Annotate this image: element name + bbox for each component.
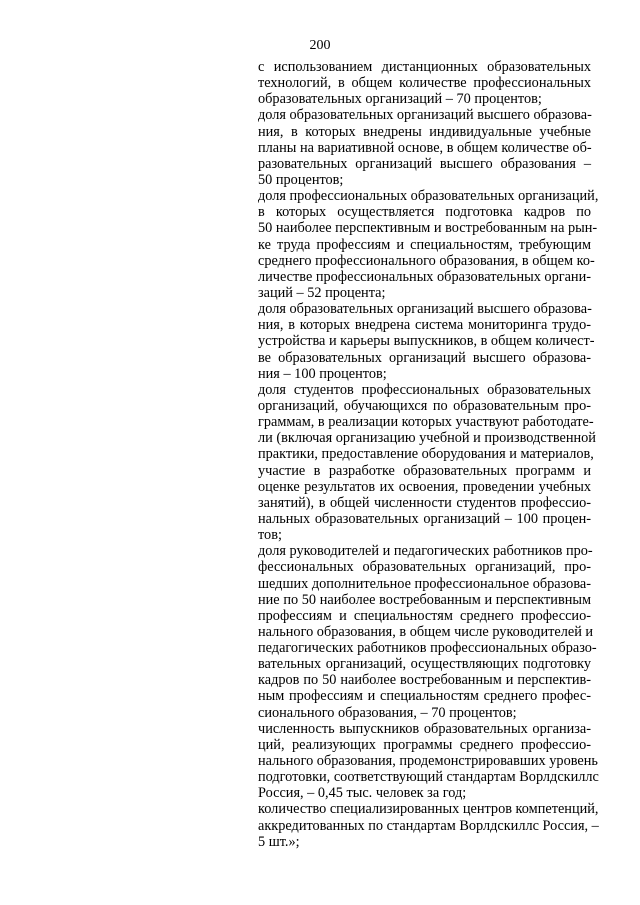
text-line: нального образования, продемонстрировавших уровень bbox=[258, 753, 598, 770]
text-line: доля профессиональных образовательных организаций, bbox=[258, 188, 599, 205]
text-line: 50 наиболее перспективным и востребованным на рын- bbox=[258, 220, 598, 237]
text-line: педагогических работников профессиональных образо- bbox=[258, 640, 597, 657]
text-line: ли (включая организацию учебной и производственной bbox=[258, 430, 596, 447]
text-line: фессиональных образовательных организаций, про- bbox=[258, 559, 591, 576]
text-line: ке труда профессиям и специальностям, требующим bbox=[258, 236, 591, 253]
text-line: 50 процентов; bbox=[258, 171, 344, 188]
text-line: численность выпускников образовательных организа- bbox=[258, 720, 591, 737]
paragraph-8 bbox=[258, 801, 599, 850]
text-line: тов; bbox=[258, 527, 282, 544]
body-text bbox=[258, 59, 599, 850]
text-line: разовательных организаций высшего образования – bbox=[258, 155, 591, 172]
text-line: ным профессиям и специальностям среднего профес- bbox=[258, 688, 591, 705]
text-line: заций – 52 процента; bbox=[258, 284, 386, 301]
text-line: технологий, в общем количестве профессиональных bbox=[258, 75, 591, 92]
text-line: среднего профессионального образования, в общем ко- bbox=[258, 252, 595, 269]
text-line: в которых осуществляется подготовка кадров по bbox=[258, 204, 591, 221]
paragraph-5 bbox=[258, 381, 596, 544]
text-line: профессиям и специальностям среднего профессио- bbox=[258, 607, 591, 624]
paragraph-1 bbox=[258, 59, 591, 107]
paragraph-2 bbox=[258, 107, 591, 188]
paragraph-4 bbox=[258, 301, 595, 382]
text-line: нального образования, в общем числе руководителей и bbox=[258, 623, 594, 640]
text-line: личестве профессиональных образовательных органи- bbox=[258, 268, 591, 285]
text-line: аккредитованных по стандартам Ворлдскиллс Россия, – bbox=[258, 817, 599, 834]
text-line: доля образовательных организаций высшего образова- bbox=[258, 107, 592, 124]
paragraph-7 bbox=[258, 720, 599, 802]
text-line: ния, в которых внедрена система мониторинга трудо- bbox=[258, 317, 591, 334]
text-line: ве образовательных организаций высшего образова- bbox=[258, 349, 591, 366]
text-line: сионального образования, – 70 процентов; bbox=[258, 704, 517, 721]
text-line: устройства и карьеры выпускников, в общем количест- bbox=[258, 333, 595, 350]
text-line: планы на вариативной основе, в общем количестве об- bbox=[258, 139, 592, 156]
text-line: вательных организаций, осуществляющих подготовку bbox=[258, 656, 591, 673]
text-line: ния – 100 процентов; bbox=[258, 365, 387, 382]
text-line: практики, предоставление оборудования и материалов, bbox=[258, 446, 594, 463]
paragraph-6 bbox=[258, 543, 597, 721]
text-line: занятий), в общей численности студентов профессио- bbox=[258, 494, 591, 511]
text-line: Россия, – 0,45 тыс. человек за год; bbox=[258, 785, 467, 802]
text-line: участие в разработке образовательных программ и bbox=[258, 462, 591, 479]
text-line: организаций, обучающихся по образовательным про- bbox=[258, 397, 591, 414]
text-line: оценке результатов их освоения, проведении учебных bbox=[258, 478, 591, 495]
text-line: ние по 50 наиболее востребованным и перспективным bbox=[258, 591, 591, 608]
text-line: образовательных организаций – 70 процентов; bbox=[258, 91, 542, 108]
text-line: с использованием дистанционных образовательных bbox=[258, 59, 591, 75]
text-line: подготовки, соответствующий стандартам Ворлдскиллс bbox=[258, 769, 599, 786]
text-line: доля студентов профессиональных образовательных bbox=[258, 381, 591, 398]
text-line: нальных образовательных организаций – 100 процен- bbox=[258, 510, 591, 527]
text-line: количество специализированных центров компетенций, bbox=[258, 801, 599, 818]
text-line: шедших дополнительное профессиональное образова- bbox=[258, 575, 591, 592]
text-line: ций, реализующих программы среднего профессио- bbox=[258, 736, 591, 753]
text-line: ния, в которых внедрены индивидуальные учебные bbox=[258, 123, 591, 140]
text-line: кадров по 50 наиболее востребованным и перспектив- bbox=[258, 672, 591, 689]
text-line: граммам, в реализации которых участвуют работодате- bbox=[258, 414, 594, 431]
text-line: 5 шт.»; bbox=[258, 833, 300, 850]
paragraph-3 bbox=[258, 188, 599, 301]
page-number: 200 bbox=[309, 38, 331, 53]
text-line: доля образовательных организаций высшего образова- bbox=[258, 301, 592, 318]
text-line: доля руководителей и педагогических работников про- bbox=[258, 543, 593, 560]
